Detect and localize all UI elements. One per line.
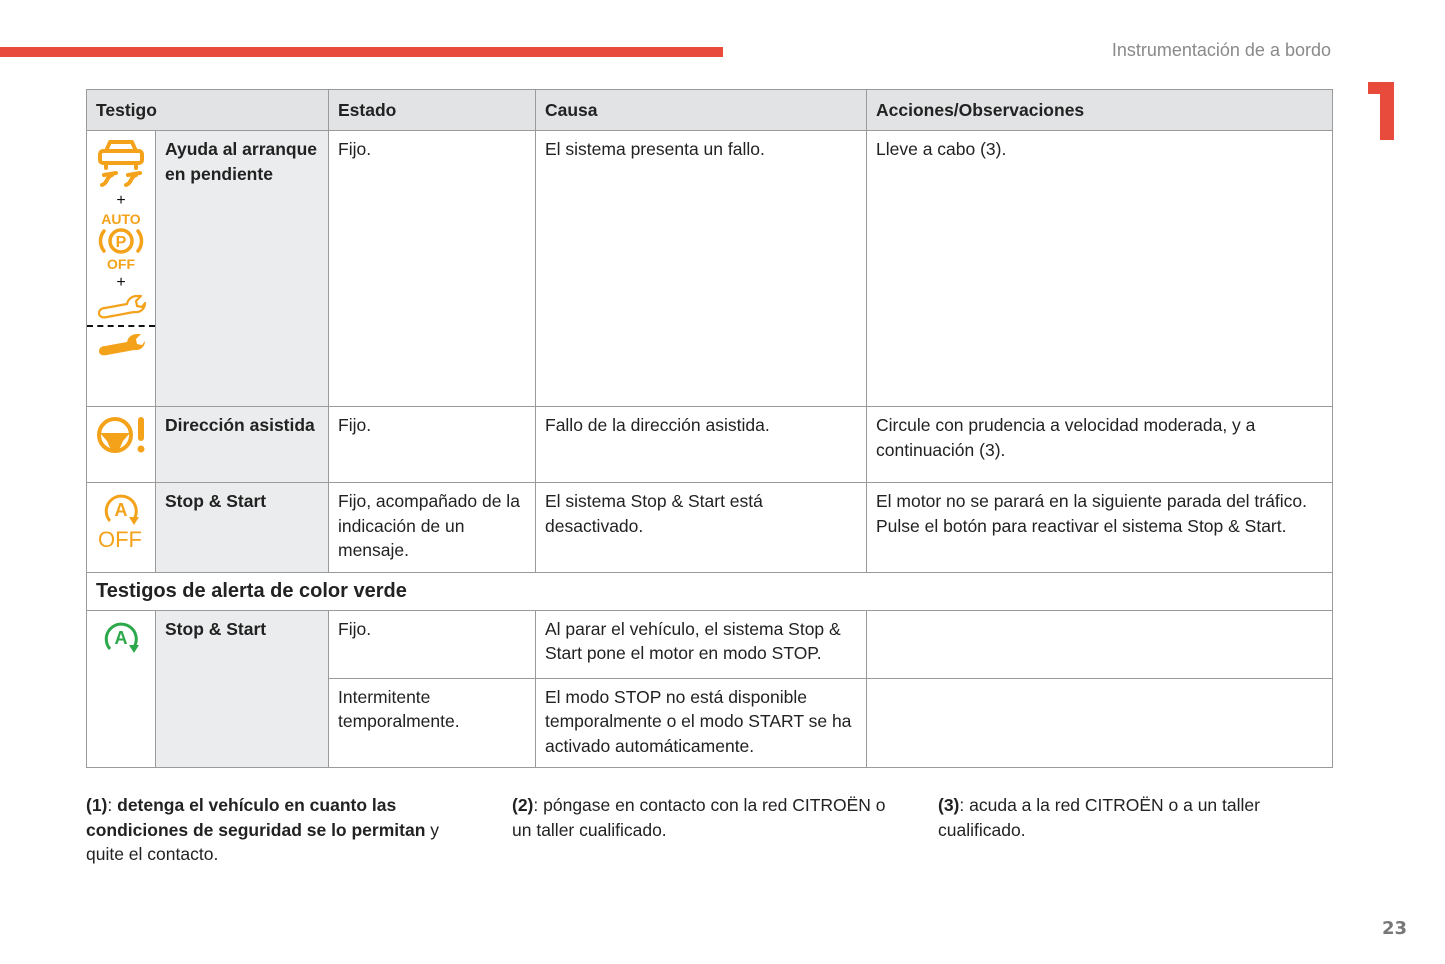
table-row <box>87 610 1333 678</box>
acciones-line: El motor no se parará en la siguiente parada del tráfico. <box>876 491 1307 511</box>
warning-lights-table <box>86 89 1333 768</box>
stop-start-green-icon <box>98 617 144 657</box>
chapter-number <box>1368 82 1396 140</box>
icon-cell <box>87 610 156 767</box>
footnote-bold-text: detenga el vehículo en cuanto las condiciones de seguridad se lo permitan <box>86 795 426 840</box>
page-number: 23 <box>1382 918 1408 939</box>
estado-cell: Fijo. <box>329 131 536 407</box>
icon-cell <box>87 483 156 573</box>
estado-cell: Intermitente temporalmente. <box>329 678 536 767</box>
estado-cell: Fijo. <box>329 610 536 678</box>
footnote-text: y quite el contacto. <box>86 819 440 864</box>
footnote-3: (3): acuda a la red CITROËN o a un taller cualificado. <box>938 795 1260 840</box>
footnote-ref: (2) <box>512 795 534 815</box>
svg-text:P: P <box>115 234 127 251</box>
table-row <box>87 483 1333 573</box>
acciones-cell: Lleve a cabo (3). <box>867 131 1333 407</box>
footnote-text: póngase en contacto con la red CITROËN o un taller cualificado. <box>512 795 886 840</box>
svg-text:OFF: OFF <box>98 527 142 551</box>
section-heading-row <box>87 573 1333 611</box>
causa-cell: El modo STOP no está disponible temporalmente o el modo START se ha activado automáticamente. <box>536 678 867 767</box>
footnote-2: (2): póngase en contacto con la red CITROËN o un taller cualificado. <box>512 795 886 840</box>
warning-name: Ayuda al arranque en pendiente <box>156 131 329 407</box>
footnote-1: (1): detenga el vehículo en cuanto las condiciones de seguridad se lo permitan y quite el contacto. <box>86 795 440 864</box>
warning-name: Stop & Start <box>156 610 329 767</box>
acciones-cell <box>867 678 1333 767</box>
stop-start-off-icon <box>96 489 146 551</box>
column-header-testigo: Testigo <box>87 90 329 131</box>
icon-cell <box>87 131 156 407</box>
icon-cell <box>87 407 156 483</box>
estado-cell: Fijo. <box>329 407 536 483</box>
divider-dashed <box>87 325 155 327</box>
section-heading-green: Testigos de alerta de color verde <box>87 573 1333 611</box>
causa-cell: El sistema Stop & Start está desactivado. <box>536 483 867 573</box>
column-header-causa: Causa <box>536 90 867 131</box>
table-row <box>87 131 1333 407</box>
section-title: Instrumentación de a bordo <box>1111 40 1331 60</box>
column-header-estado: Estado <box>329 90 536 131</box>
causa-cell: Al parar el vehículo, el sistema Stop & Start pone el motor en modo STOP. <box>536 610 867 678</box>
wrench-outline-icon <box>95 293 147 321</box>
table-row <box>87 407 1333 483</box>
table-header-row <box>87 90 1333 131</box>
wrench-filled-icon <box>95 331 147 359</box>
steering-warning-icon <box>95 413 147 457</box>
causa-cell: El sistema presenta un fallo. <box>536 131 867 407</box>
causa-cell: Fallo de la dirección asistida. <box>536 407 867 483</box>
plus-sign: + <box>116 274 126 291</box>
auto-p-off-icon <box>95 211 147 273</box>
footnote-ref: (1) <box>86 795 108 815</box>
svg-text:OFF: OFF <box>107 256 135 272</box>
acciones-line: Pulse el botón para reactivar el sistema Stop & Start. <box>876 515 1287 536</box>
svg-text:AUTO: AUTO <box>101 211 141 227</box>
plus-sign: + <box>116 192 126 209</box>
acciones-cell: Circule con prudencia a velocidad moderada, y a continuación (3). <box>867 407 1333 483</box>
svg-text:A: A <box>114 500 128 520</box>
footnote-text: acuda a la red CITROËN o a un taller cualificado. <box>938 795 1260 840</box>
footnote-ref: (3) <box>938 795 960 815</box>
car-skid-icon <box>96 137 146 191</box>
estado-cell: Fijo, acompañado de la indicación de un mensaje. <box>329 483 536 573</box>
acciones-cell <box>867 483 1333 573</box>
header-accent-bar <box>0 47 723 57</box>
warning-name: Dirección asistida <box>156 407 329 483</box>
warning-name: Stop & Start <box>156 483 329 573</box>
svg-text:A: A <box>114 627 128 648</box>
column-header-acciones: Acciones/Observaciones <box>867 90 1333 131</box>
acciones-cell <box>867 610 1333 678</box>
